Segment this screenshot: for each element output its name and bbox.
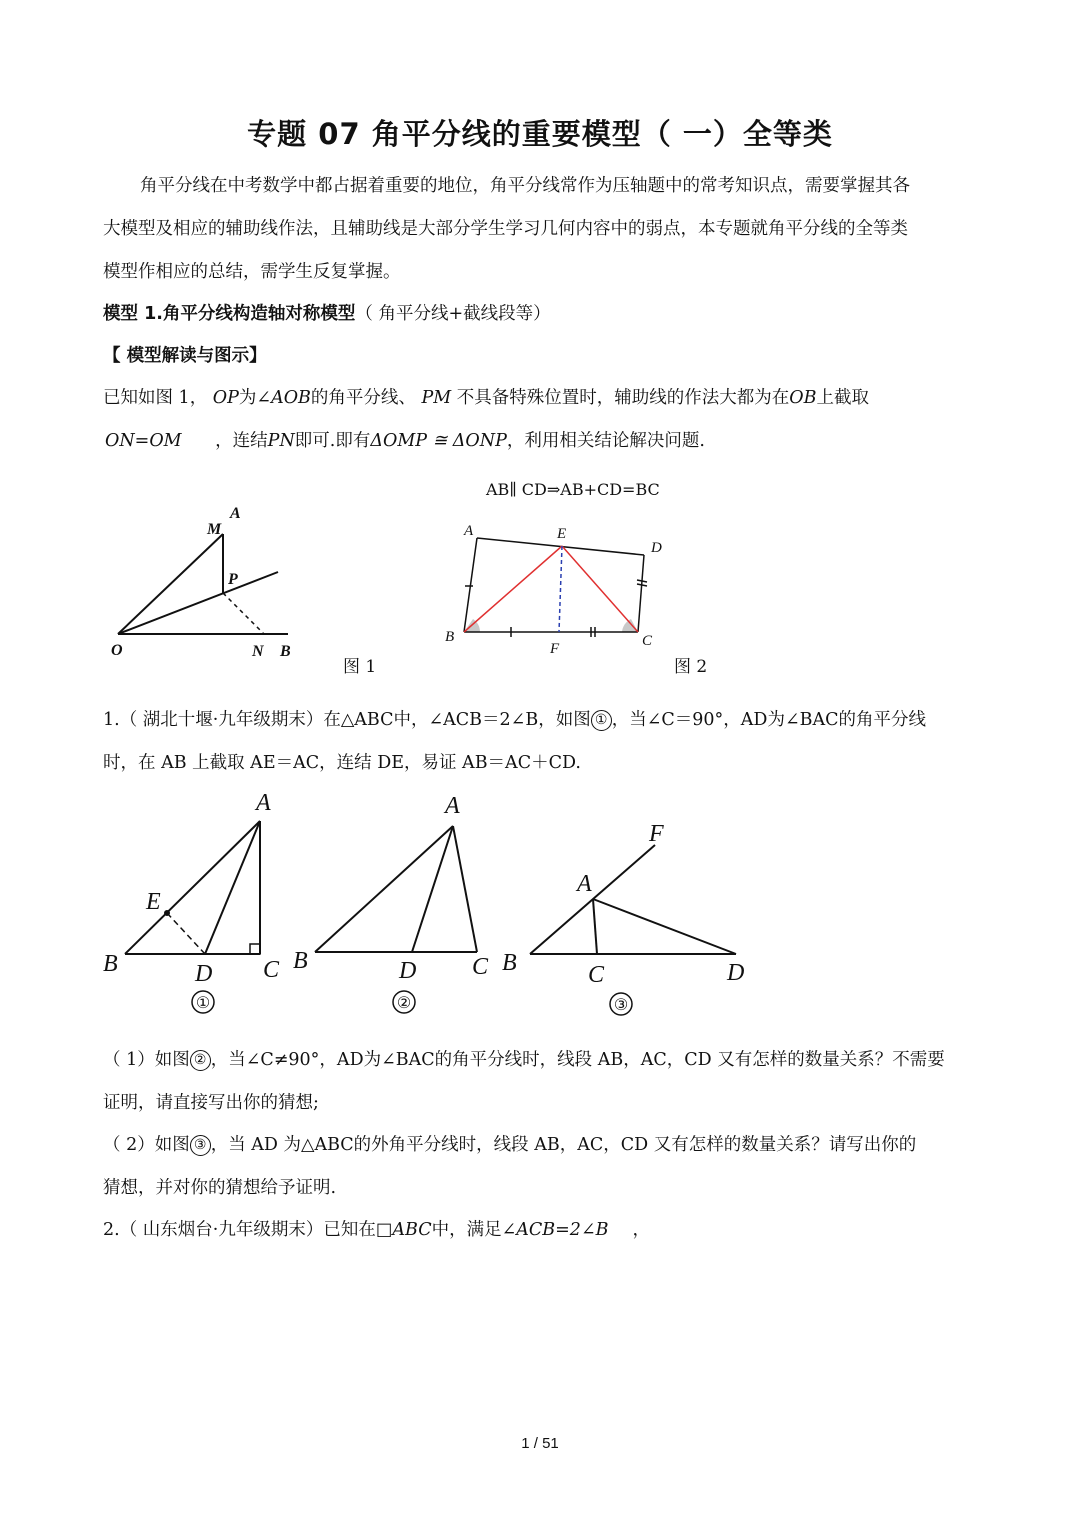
label-p: P — [228, 571, 238, 588]
q2-line-2: 猜想，并对你的猜想给予证明. — [103, 1178, 337, 1198]
segment-ac — [453, 826, 477, 952]
segment-ob: OB — [789, 388, 817, 408]
known-line-2 — [105, 427, 705, 452]
problem2-text: 2.（ 山东烟台·九年级期末）已知在 — [103, 1220, 376, 1240]
label-c: C — [472, 954, 489, 980]
known-text: 的角平分线、 — [310, 388, 416, 408]
segment-pm: PM — [421, 388, 452, 408]
problem2-line — [103, 1216, 650, 1241]
problem1-line-2: 时，在 AB 上截取 AE＝AC，连结 DE，易证 AB＝AC＋CD. — [103, 753, 581, 773]
segment-ad — [593, 899, 736, 954]
tick-dc-1 — [637, 580, 647, 582]
label-n: N — [252, 643, 264, 660]
known-text: 已知如图 1， — [103, 388, 208, 408]
problem2-text: ， — [632, 1220, 650, 1240]
q2-text: ，当 AD 为△ABC的外角平分线时，线段 AB，AC，CD 又有怎样的数量关系？请写出你的 — [210, 1135, 917, 1155]
label-b: B — [445, 629, 455, 645]
on-equals-om: ON=OM — [105, 431, 182, 451]
fig1-caption: 图 1 — [343, 657, 377, 677]
q2-line-1 — [103, 1131, 916, 1156]
label-e: E — [557, 526, 567, 542]
label-o: O — [111, 642, 123, 659]
label-a: A — [256, 790, 271, 816]
label-d: D — [399, 958, 417, 984]
model1-heading-note: （ 角平分线+截线段等） — [355, 304, 551, 324]
label-b: B — [293, 948, 308, 974]
label-c: C — [263, 957, 280, 983]
right-angle-mark — [250, 944, 260, 954]
point-e — [164, 910, 170, 916]
q1-line-2: 证明，请直接写出你的猜想; — [103, 1093, 319, 1113]
known-text: 为 — [238, 388, 257, 408]
fig2-caption-top: AB∥ CD⇒AB+CD=BC — [486, 480, 660, 499]
label-d: D — [195, 961, 213, 987]
tick-dc-2 — [637, 584, 647, 586]
segment-ad — [205, 821, 260, 954]
intro-line-2: 大模型及相应的辅助线作法，且辅助线是大部分学生学习几何内容中的弱点，本专题就角平分线的全等类 — [103, 219, 908, 239]
q1-line-1 — [103, 1046, 945, 1071]
segment-dc — [638, 555, 644, 632]
label-a: A — [230, 505, 241, 522]
label-c: C — [642, 633, 653, 649]
congruence-statement: ΔOMP ≅ ΔONP — [370, 431, 507, 451]
segment-ed-dashed — [167, 913, 205, 954]
problem1-line-1 — [103, 706, 926, 731]
model1-heading: 模型 1.角平分线构造轴对称模型 — [103, 304, 356, 324]
label-b: B — [502, 950, 517, 976]
label-c: C — [588, 962, 605, 988]
triangle-abc: ABC — [392, 1220, 432, 1240]
problem1-text: ，当∠C＝90°，AD为∠BAC的角平分线 — [611, 710, 926, 730]
triangle-3 — [530, 845, 736, 954]
segment-ac — [593, 899, 597, 954]
circled-number: ② — [190, 1050, 211, 1071]
segment-pn-dashed — [223, 593, 264, 634]
known-text: ，连结 — [215, 431, 268, 451]
model1-heading-row — [103, 300, 551, 325]
q1-text: ，当∠C≠90°，AD为∠BAC的角平分线时，线段 AB，AC，CD 又有怎样的数量关系？不需要 — [210, 1050, 945, 1070]
known-text: 不具备特殊位置时，辅助线的作法大都为在 — [456, 388, 790, 408]
section-label: 【 模型解读与图示】 — [103, 346, 267, 366]
segment-eb — [464, 546, 562, 632]
label-f: F — [550, 641, 560, 657]
known-text: 即可.即有 — [294, 431, 371, 451]
fig2-caption: 图 2 — [674, 657, 708, 677]
problem1-text: 1.（ 湖北十堰·九年级期末）在△ABC中，∠ACB＝2∠B，如图 — [103, 710, 591, 730]
page-title: 专题 07 角平分线的重要模型（ 一）全等类 — [247, 117, 833, 151]
figure-number: ③ — [613, 997, 629, 1014]
known-text: ，利用相关结论解决问题. — [506, 431, 705, 451]
known-line-1 — [103, 384, 869, 409]
problem2-text: 中，满足 — [431, 1220, 502, 1240]
q1-text: （ 1）如图 — [103, 1050, 190, 1070]
label-d: D — [727, 960, 745, 986]
angle-aob: ∠AOB — [256, 388, 311, 408]
circled-number: ① — [591, 710, 612, 731]
figure-number: ① — [195, 995, 211, 1012]
label-a: A — [577, 871, 592, 897]
ray-op — [118, 572, 278, 634]
figure-number: ② — [396, 995, 412, 1012]
segment-pn: PN — [267, 431, 295, 451]
known-text: 上截取 — [816, 388, 869, 408]
circled-number: ③ — [190, 1135, 211, 1156]
intro-line-1: 角平分线在中考数学中都占据着重要的地位，角平分线常作为压轴题中的常考知识点，需要掌握其各 — [140, 176, 910, 196]
triangle-figures — [95, 785, 795, 1025]
triangle-2 — [315, 826, 477, 952]
label-m: M — [207, 521, 222, 538]
angle-condition: ∠ACB=2∠B — [501, 1220, 609, 1240]
label-b: B — [103, 951, 118, 977]
intro-line-3: 模型作相应的总结，需学生反复掌握。 — [103, 262, 401, 282]
figure-1 — [100, 498, 320, 668]
figure-2 — [440, 515, 680, 675]
label-a: A — [464, 523, 474, 539]
segment-ab — [125, 821, 260, 954]
segment-ef-dashed — [559, 546, 562, 632]
label-b: B — [280, 643, 291, 660]
segment-op: OP — [212, 388, 239, 408]
page-number: 1 / 51 — [521, 1435, 559, 1452]
label-f: F — [649, 821, 664, 847]
missing-glyph-box: □ — [375, 1220, 393, 1240]
triangle-1 — [125, 821, 260, 954]
label-d: D — [651, 540, 662, 556]
segment-ab — [464, 538, 477, 632]
ray-om — [118, 534, 223, 634]
label-a: A — [445, 793, 460, 819]
segment-ec — [562, 546, 638, 632]
label-e: E — [146, 889, 161, 915]
q2-text: （ 2）如图 — [103, 1135, 190, 1155]
